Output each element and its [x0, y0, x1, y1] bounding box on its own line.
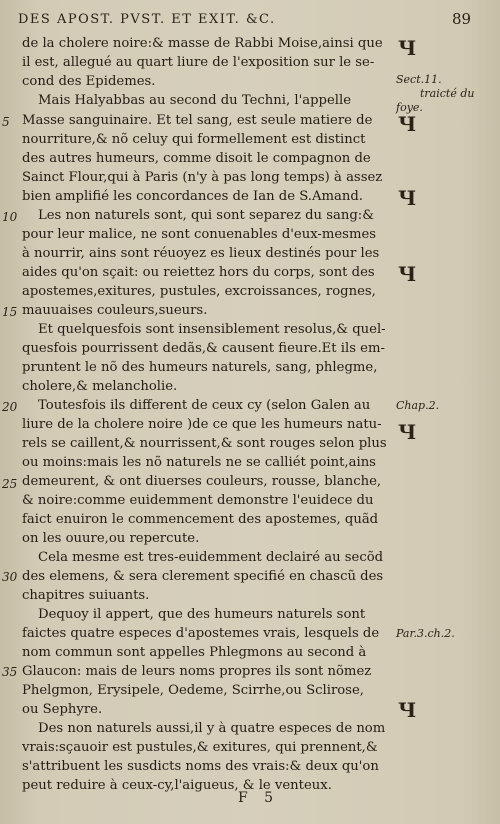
text-line: il est, allegué au quart liure de l'exposition sur le se-: [22, 55, 375, 70]
text-line: Et quelquesfois sont insensiblement resolus,& quel-: [38, 322, 386, 337]
text-line: des autres humeurs, comme disoit le compagnon de: [22, 151, 371, 166]
text-line: quesfois pourrissent dedãs,& causent fieure.Et ils em-: [22, 341, 385, 356]
text-line: Masse sanguinaire. Et tel sang, est seule matiere de: [22, 113, 373, 128]
marginal-mark-icon: Ч: [398, 698, 417, 722]
marginal-mark-icon: Ч: [398, 36, 417, 60]
text-line: cond des Epidemes.: [22, 74, 156, 89]
marginal-mark-icon: Ч: [398, 262, 417, 286]
text-line: on les ouure,ou repercute.: [22, 531, 200, 546]
text-line: Les non naturels sont, qui sont separez du sang:&: [38, 208, 374, 223]
text-line: pruntent le nõ des humeurs naturels, sang, phlegme,: [22, 360, 378, 375]
text-line: vrais:sçauoir est pustules,& exitures, qui prennent,&: [22, 740, 378, 755]
text-line: pour leur malice, ne sont conuenables d'eux-mesmes: [22, 227, 377, 242]
marginal-mark-icon: Ч: [398, 420, 417, 444]
line-number: 30: [2, 570, 18, 584]
line-number: 20: [2, 400, 18, 414]
text-line: Toutesfois ils different de ceux cy (selon Galen au: [38, 398, 371, 413]
line-number: 35: [2, 665, 18, 679]
text-line: liure de la cholere noire )de ce que les humeurs natu-: [22, 417, 382, 432]
text-line: faict enuiron le commencement des apostemes, quãd: [22, 512, 379, 527]
text-line: cholere,& melancholie.: [22, 379, 178, 394]
text-line: nourriture,& nõ celuy qui formellement est distinct: [22, 132, 366, 147]
text-line: apostemes,exitures, pustules, excroissances, rognes,: [22, 284, 376, 299]
text-line: Des non naturels aussi,il y à quatre especes de nom: [38, 721, 386, 736]
marginal-mark-icon: Ч: [398, 112, 417, 136]
line-number: 5: [2, 115, 10, 129]
text-line: Sainct Flour,qui à Paris (n'y à pas long temps) à assez: [22, 170, 383, 185]
line-number: 10: [2, 210, 18, 224]
text-line: faictes quatre especes d'apostemes vrais, lesquels de: [22, 626, 380, 641]
page-number: 89: [452, 10, 472, 28]
text-line: de la cholere noire:& masse de Rabbi Moise,ainsi que: [22, 36, 383, 51]
text-line: Glaucon: mais de leurs noms propres ils sont nõmez: [22, 664, 372, 679]
running-title: DES APOST. PVST. ET EXIT. &C.: [18, 12, 276, 27]
text-line: & noire:comme euidemment demonstre l'euidece du: [22, 493, 374, 508]
text-line: rels se caillent,& nourrissent,& sont rouges selon plus: [22, 436, 387, 451]
text-line: ou moins:mais les nõ naturels ne se calliét point,ains: [22, 455, 376, 470]
text-line: peut reduire à ceux-cy,l'aigueus, & le venteux.: [22, 778, 332, 793]
text-line: des elemens, & sera clerement specifié en chascũ des: [22, 569, 384, 584]
text-line: s'attribuent les susdicts noms des vrais:& deux qu'on: [22, 759, 379, 774]
text-line: mauuaises couleurs,sueurs.: [22, 303, 208, 318]
text-line: nom commun sont appelles Phlegmons au second à: [22, 645, 367, 660]
signature-mark: F 5: [238, 790, 280, 806]
margin-note: Sect.11.: [396, 73, 442, 86]
line-number: 25: [2, 477, 18, 491]
text-line: à nourrir, ains sont réuoyez es lieux destinés pour les: [22, 246, 380, 261]
text-line: ou Sephyre.: [22, 702, 103, 717]
text-line: aides qu'on sçait: ou reiettez hors du corps, sont des: [22, 265, 375, 280]
text-line: Cela mesme est tres-euidemment declairé au secõd: [38, 550, 384, 565]
margin-note: foye.: [396, 101, 423, 114]
text-line: chapitres suiuants.: [22, 588, 150, 603]
text-line: demeurent, & ont diuerses couleurs, rousse, blanche,: [22, 474, 382, 489]
text-line: bien amplifié les concordances de Ian de S.Amand.: [22, 189, 363, 204]
text-line: Mais Halyabbas au second du Techni, l'appelle: [38, 93, 352, 108]
text-line: Dequoy il appert, que des humeurs naturels sont: [38, 607, 366, 622]
margin-note: Chap.2.: [396, 399, 440, 412]
margin-note: traicté du: [420, 87, 475, 100]
margin-note: Par.3.ch.2.: [396, 627, 455, 640]
text-line: Phelgmon, Erysipele, Oedeme, Scirrhe,ou Sclirose,: [22, 683, 364, 698]
line-number: 15: [2, 305, 18, 319]
marginal-mark-icon: Ч: [398, 186, 417, 210]
